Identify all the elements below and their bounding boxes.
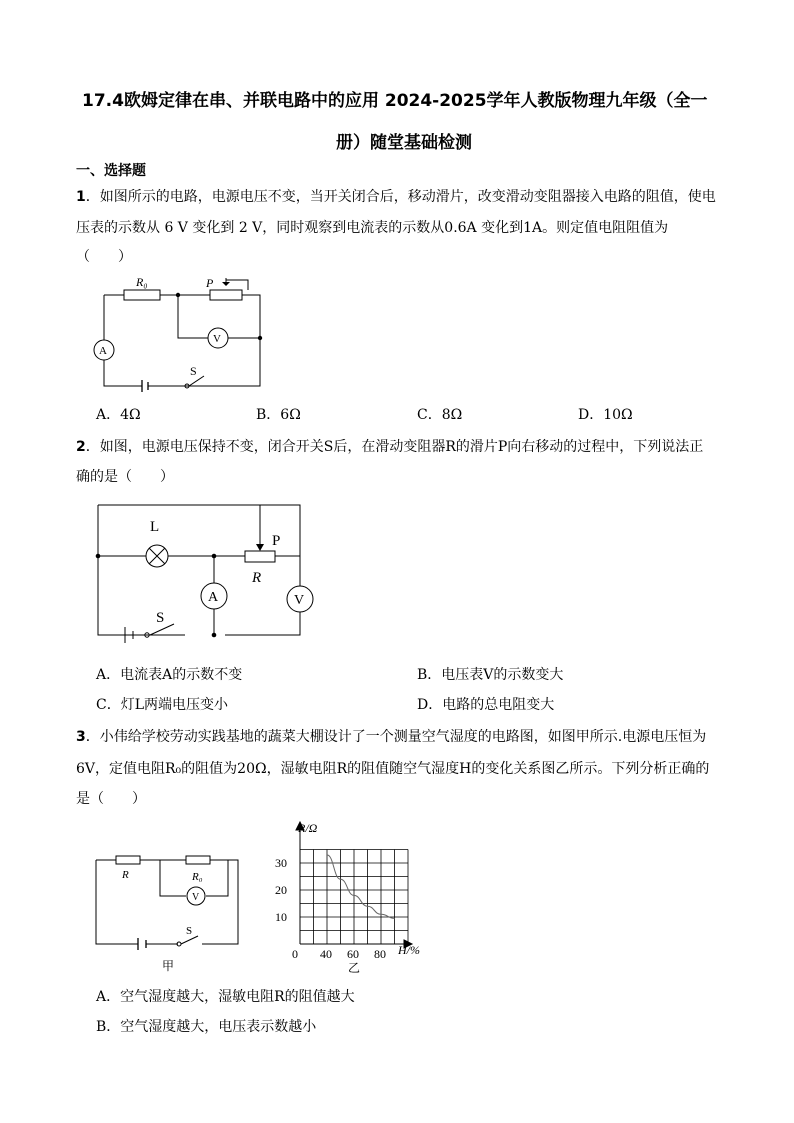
rheostat-r (245, 551, 275, 562)
q2-line2: 确的是（ ） (76, 469, 174, 485)
chart-y-tick: 20 (275, 883, 287, 897)
chart-x-tick: 80 (374, 947, 386, 961)
rheostat (210, 290, 242, 300)
q1-line2: 压表的示数从 6 V 变化到 2 V，同时观察到电流表的示数从0.6A 变化到1A。则定值电阻阻值为 (76, 220, 669, 236)
slider-arrow-icon (222, 282, 230, 286)
chart-x-tick: 60 (347, 947, 359, 961)
label-v: V (192, 892, 200, 903)
label-s: S (156, 610, 165, 626)
label-r0: R₀ (192, 871, 203, 883)
label-s: S (190, 364, 197, 378)
q3-line1 (76, 726, 706, 746)
label-p: P (272, 533, 281, 549)
junction-dot (96, 554, 101, 559)
chart-y-tick: 30 (275, 856, 287, 870)
q1-text-1: ．如图所示的电路，电源电压不变，当开关闭合后，移动滑片，改变滑动变阻器接入电路的阻值，使电 (85, 189, 716, 205)
label-l: L (150, 519, 160, 535)
q1-option-d: D．10Ω (578, 407, 633, 423)
section-heading: 一、选择题 (76, 163, 146, 179)
q3-text-1: ．小伟给学校劳动实践基地的蔬菜大棚设计了一个测量空气湿度的电路图，如图甲所示.电源电压恒为 (85, 729, 707, 745)
chart-caption: 乙 (348, 961, 361, 975)
q3-option-b: B．空气湿度越大，电压表示数越小 (96, 1019, 317, 1035)
q1-option-a: A．4Ω (96, 407, 141, 423)
q3-circuit-jia (90, 850, 246, 975)
chart-ylabel: R/Ω (298, 821, 318, 835)
label-r: R (252, 570, 262, 586)
page-title-line2: 册）随堂基础检测 (336, 133, 472, 153)
junction-dot (212, 554, 217, 559)
q2-option-b: B．电压表V的示数变大 (417, 667, 564, 683)
battery-icon (138, 938, 146, 950)
label-r0: R₀ (136, 275, 148, 289)
q2-circuit-diagram (90, 500, 310, 645)
chart-series-line (327, 855, 395, 918)
q2-option-c: C．灯L两端电压变小 (96, 697, 229, 713)
page-title-line1: 17.4欧姆定律在串、并联电路中的应用 2024-2025学年人教版物理九年级（全一 (82, 91, 708, 111)
resistor-r (116, 856, 140, 864)
q3-number: 3 (76, 729, 86, 745)
label-a: A (99, 345, 107, 357)
label-v: V (294, 593, 305, 608)
battery-icon (142, 380, 148, 392)
switch-icon (181, 936, 198, 944)
chart-x-tick: 0 (292, 947, 298, 961)
q2-number: 2 (76, 439, 86, 455)
caption-jia: 甲 (162, 959, 175, 973)
q1-number: 1 (76, 189, 86, 205)
lamp-cross-icon (149, 548, 165, 564)
chart-y-tick: 10 (275, 910, 287, 924)
chart-x-tick: 40 (320, 947, 332, 961)
q3-line3: 是（ ） (76, 791, 146, 807)
label-p: P (206, 276, 214, 290)
label-s: S (186, 925, 193, 937)
q1-circuit-diagram (80, 272, 280, 394)
label-a: A (208, 590, 219, 605)
q3-option-a: A．空气湿度越大，湿敏电阻R的阻值越大 (96, 989, 355, 1005)
junction-dot (176, 293, 180, 297)
q3-chart-yi (270, 812, 440, 978)
slider-arrow-icon (256, 544, 264, 551)
resistor-r0 (124, 290, 160, 300)
chart-grid (300, 850, 408, 945)
slider-wire (226, 278, 248, 290)
label-r: R (122, 869, 129, 881)
q2-option-d: D．电路的总电阻变大 (417, 697, 555, 713)
resistor-r0 (186, 856, 210, 864)
q1-option-c: C．8Ω (417, 407, 463, 423)
q2-text-1: ．如图，电源电压保持不变，闭合开关S后，在滑动变阻器R的滑片P向右移动的过程中，下列说法正 (85, 439, 704, 455)
chart-xlabel: H/% (398, 943, 420, 957)
q3-line2: 6V，定值电阻R₀的阻值为20Ω，湿敏电阻R的阻值随空气湿度H的变化关系图乙所示。下列分析正确的 (76, 761, 710, 777)
q1-option-b: B．6Ω (256, 407, 301, 423)
junction-dot (258, 336, 262, 340)
q2-line1 (76, 436, 703, 456)
q1-line3: （ ） (76, 249, 132, 265)
label-v: V (213, 333, 221, 345)
junction-dot (212, 633, 217, 638)
q1-line1 (76, 186, 716, 206)
q2-option-a: A．电流表A的示数不变 (96, 667, 243, 683)
